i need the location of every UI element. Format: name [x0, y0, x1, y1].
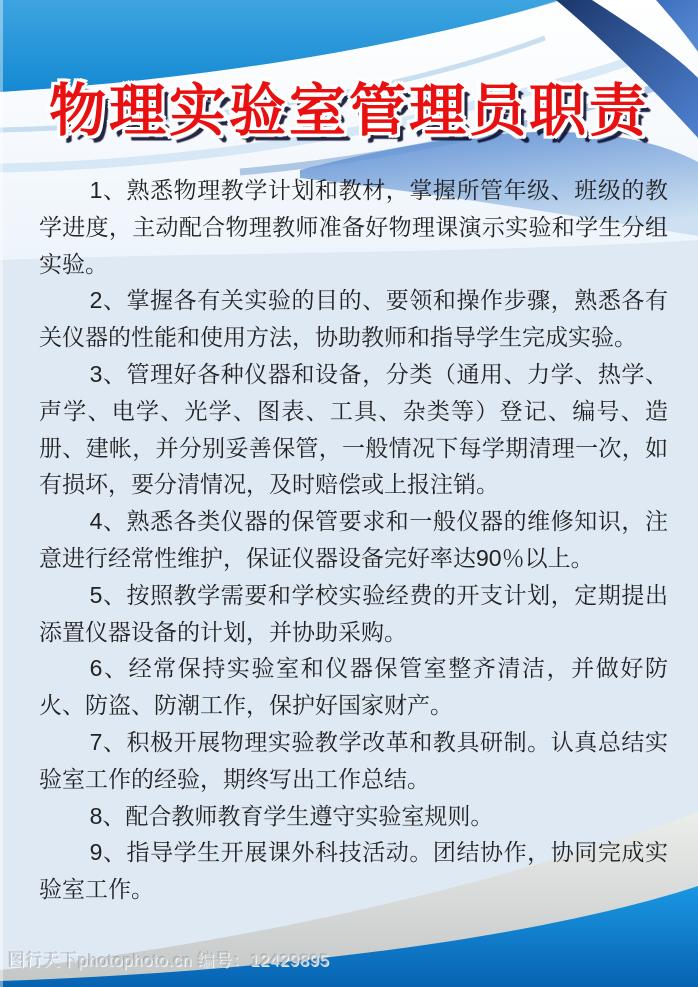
duty-item-1: 1、熟悉物理教学计划和教材，掌握所管年级、班级的教学进度，主动配合物理教师准备好物理课演示实验和学生分组实验。	[39, 177, 668, 277]
duty-item-9: 9、指导学生开展课外科技活动。团结协作，协同完成实验室工作。	[39, 839, 668, 903]
duty-item-7: 7、积极开展物理实验教学改革和教具研制。认真总结实验室工作的经验，期终写出工作总结。	[39, 728, 668, 792]
duty-item-2: 2、掌握各有关实验的目的、要领和操作步骤，熟悉各有关仪器的性能和使用方法，协助教师和指导学生完成实验。	[39, 287, 668, 351]
duty-item-6: 6、经常保持实验室和仪器保管室整齐清洁，并做好防火、防盗、防潮工作，保护好国家财产。	[39, 655, 668, 719]
duty-item-5: 5、按照教学需要和学校实验经费的开支计划，定期提出添置仪器设备的计划，并协助采购。	[39, 581, 668, 645]
poster-title: 物理实验室管理员职责	[49, 79, 649, 143]
stock-site-watermark: 图行天下photophoto.cn 编号：12429895	[8, 951, 330, 970]
duty-item-4: 4、熟悉各类仪器的保管要求和一般仪器的维修知识，注意进行经常性维护，保证仪器设备完好率达90％以上。	[39, 508, 668, 571]
duty-item-8: 8、配合教师教育学生遵守实验室规则。	[89, 802, 494, 829]
duty-item-3: 3、管理好各种仪器和设备，分类（通用、力学、热学、声学、电学、光学、图表、工具、杂类等）登记、编号、造册、建帐，并分别妥善保管，一般情况下每学期清理一次，如有损坏，要分清情况，及时赔偿或上报注销。	[39, 360, 668, 498]
duties-list	[39, 172, 668, 908]
